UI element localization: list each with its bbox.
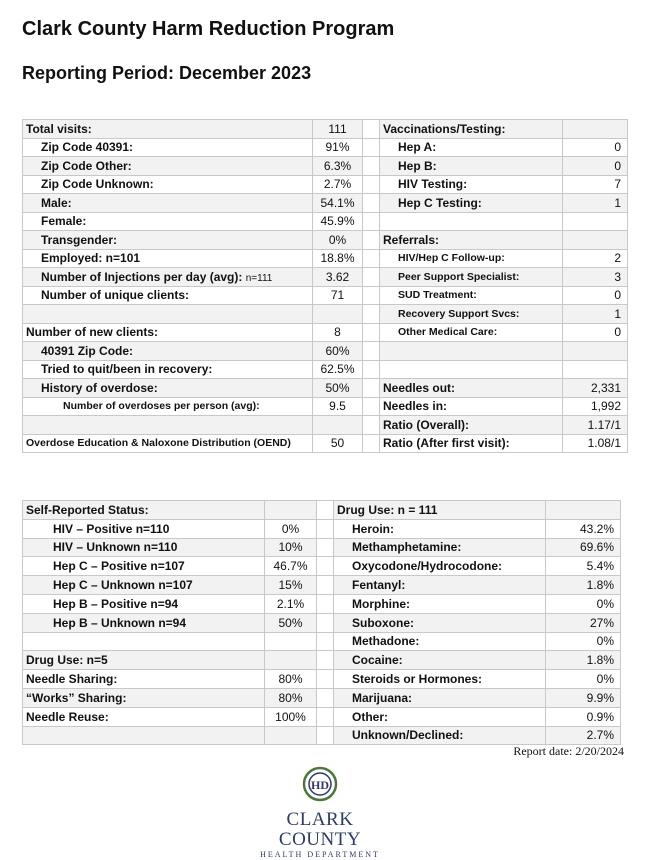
table-row	[23, 501, 621, 520]
table-row	[23, 138, 628, 157]
status-label: Hep B – Positive n=94	[23, 594, 265, 613]
summary-value-right: 2,331	[563, 379, 628, 398]
summary-label-right	[380, 212, 563, 231]
summary-label-right: Recovery Support Svcs:	[380, 305, 563, 324]
table-row	[23, 726, 621, 745]
status-label	[23, 726, 265, 745]
status-label: Needle Sharing:	[23, 670, 265, 689]
drug-label: Methamphetamine:	[334, 538, 546, 557]
summary-label-right: Hep B:	[380, 157, 563, 176]
summary-label-right: Hep C Testing:	[380, 194, 563, 213]
drug-value	[546, 501, 621, 520]
status-label: Hep C – Positive n=107	[23, 557, 265, 576]
column-spacer	[317, 557, 334, 576]
summary-value: 0%	[313, 231, 363, 250]
summary-label	[23, 305, 313, 324]
status-value: 80%	[265, 688, 317, 707]
column-spacer	[317, 519, 334, 538]
summary-value: 9.5	[313, 397, 363, 416]
status-value: 15%	[265, 576, 317, 595]
summary-label: Number of overdoses per person (avg):	[23, 397, 313, 416]
summary-value-right: 1	[563, 305, 628, 324]
table-row	[23, 323, 628, 342]
status-value	[265, 501, 317, 520]
drug-label: Steroids or Hormones:	[334, 670, 546, 689]
summary-label: Total visits:	[23, 120, 313, 139]
summary-label: Number of unique clients:	[23, 286, 313, 305]
summary-value: 111	[313, 120, 363, 139]
drug-value: 5.4%	[546, 557, 621, 576]
summary-label	[23, 416, 313, 435]
drug-label: Fentanyl:	[334, 576, 546, 595]
status-label: HIV – Unknown n=110	[23, 538, 265, 557]
summary-label: History of overdose:	[23, 379, 313, 398]
summary-value: 91%	[313, 138, 363, 157]
summary-table	[22, 119, 628, 453]
column-spacer	[363, 268, 380, 287]
summary-value	[313, 416, 363, 435]
column-spacer	[363, 434, 380, 453]
summary-value-right: 1,992	[563, 397, 628, 416]
table-row	[23, 416, 628, 435]
column-spacer	[317, 651, 334, 670]
drug-label: Cocaine:	[334, 651, 546, 670]
summary-label: Zip Code 40391:	[23, 138, 313, 157]
status-label: Hep B – Unknown n=94	[23, 613, 265, 632]
drug-value: 69.6%	[546, 538, 621, 557]
drug-label: Marijuana:	[334, 688, 546, 707]
summary-value-right: 3	[563, 268, 628, 287]
summary-value: 8	[313, 323, 363, 342]
table-row	[23, 231, 628, 250]
reporting-period: Reporting Period: December 2023	[22, 63, 312, 83]
table-row	[23, 120, 628, 139]
summary-value: 60%	[313, 342, 363, 361]
column-spacer	[317, 632, 334, 651]
summary-value: 71	[313, 286, 363, 305]
table-row	[23, 249, 628, 268]
column-spacer	[363, 323, 380, 342]
summary-label: Zip Code Unknown:	[23, 175, 313, 194]
status-value: 46.7%	[265, 557, 317, 576]
status-drug-use-table	[22, 500, 621, 745]
summary-value: 54.1%	[313, 194, 363, 213]
column-spacer	[363, 138, 380, 157]
summary-value-right: 0	[563, 286, 628, 305]
summary-value-right: 1.17/1	[563, 416, 628, 435]
table-row	[23, 360, 628, 379]
summary-value-right	[563, 231, 628, 250]
summary-value: 3.62	[313, 268, 363, 287]
summary-value-right	[563, 212, 628, 231]
report-date: Report date: 2/20/2024	[513, 744, 624, 758]
column-spacer	[363, 249, 380, 268]
column-spacer	[363, 212, 380, 231]
summary-label-right: Peer Support Specialist:	[380, 268, 563, 287]
summary-value-right: 1.08/1	[563, 434, 628, 453]
summary-value-right: 1	[563, 194, 628, 213]
status-value: 50%	[265, 613, 317, 632]
table-row	[23, 707, 621, 726]
drug-label: Oxycodone/Hydrocodone:	[334, 557, 546, 576]
logo-name: CLARK COUNTY	[278, 809, 362, 850]
column-spacer	[317, 576, 334, 595]
table-row	[23, 342, 628, 361]
summary-label-right: Vaccinations/Testing:	[380, 120, 563, 139]
table-row	[23, 632, 621, 651]
summary-value-right: 0	[563, 323, 628, 342]
column-spacer	[363, 231, 380, 250]
summary-label: 40391 Zip Code:	[23, 342, 313, 361]
table-row	[23, 434, 628, 453]
summary-label: Female:	[23, 212, 313, 231]
summary-label: Tried to quit/been in recovery:	[23, 360, 313, 379]
drug-value: 2.7%	[546, 726, 621, 745]
drug-label: Suboxone:	[334, 613, 546, 632]
summary-label-right: Needles in:	[380, 397, 563, 416]
status-value: 2.1%	[265, 594, 317, 613]
summary-label-right: HIV/Hep C Follow-up:	[380, 249, 563, 268]
summary-label: Zip Code Other:	[23, 157, 313, 176]
sample-size-note: n=111	[245, 272, 273, 284]
table-row	[23, 286, 628, 305]
page-title: Clark County Harm Reduction Program	[22, 18, 395, 40]
summary-label-text: Number of Injections per day (avg):	[41, 269, 243, 284]
column-spacer	[363, 157, 380, 176]
column-spacer	[363, 305, 380, 324]
column-spacer	[363, 194, 380, 213]
status-label	[23, 632, 265, 651]
table-row	[23, 557, 621, 576]
status-value	[265, 651, 317, 670]
column-spacer	[363, 379, 380, 398]
summary-value: 50%	[313, 379, 363, 398]
summary-label: Employed: n=101	[23, 249, 313, 268]
summary-label: Number of new clients:	[23, 323, 313, 342]
summary-value: 62.5%	[313, 360, 363, 379]
summary-label-right: Ratio (After first visit):	[380, 434, 563, 453]
summary-value: 45.9%	[313, 212, 363, 231]
status-label: Needle Reuse:	[23, 707, 265, 726]
summary-label: Transgender:	[23, 231, 313, 250]
drug-value: 0%	[546, 632, 621, 651]
drug-value: 43.2%	[546, 519, 621, 538]
column-spacer	[317, 688, 334, 707]
table-row	[23, 175, 628, 194]
summary-label-right: Needles out:	[380, 379, 563, 398]
summary-label: Male:	[23, 194, 313, 213]
clark-county-health-department-logo	[245, 765, 395, 859]
column-spacer	[317, 613, 334, 632]
table-row	[23, 670, 621, 689]
summary-label	[23, 268, 313, 287]
status-value: 10%	[265, 538, 317, 557]
summary-value-right: 2	[563, 249, 628, 268]
column-spacer	[363, 416, 380, 435]
column-spacer	[363, 175, 380, 194]
column-spacer	[363, 342, 380, 361]
summary-value: 18.8%	[313, 249, 363, 268]
summary-value-right: 7	[563, 175, 628, 194]
summary-value-right	[563, 120, 628, 139]
drug-value: 1.8%	[546, 576, 621, 595]
status-value: 80%	[265, 670, 317, 689]
drug-value: 9.9%	[546, 688, 621, 707]
table-row	[23, 379, 628, 398]
summary-value: 6.3%	[313, 157, 363, 176]
summary-label-right: Referrals:	[380, 231, 563, 250]
summary-label-right: Ratio (Overall):	[380, 416, 563, 435]
summary-label-right: SUD Treatment:	[380, 286, 563, 305]
status-label: Hep C – Unknown n=107	[23, 576, 265, 595]
column-spacer	[317, 594, 334, 613]
summary-value-right	[563, 342, 628, 361]
drug-label: Methadone:	[334, 632, 546, 651]
table-row	[23, 519, 621, 538]
status-label: Drug Use: n=5	[23, 651, 265, 670]
table-row	[23, 268, 628, 287]
summary-value-right: 0	[563, 157, 628, 176]
column-spacer	[317, 501, 334, 520]
summary-value: 2.7%	[313, 175, 363, 194]
summary-label-right: Hep A:	[380, 138, 563, 157]
drug-value: 1.8%	[546, 651, 621, 670]
drug-label: Drug Use: n = 111	[334, 501, 546, 520]
summary-value	[313, 305, 363, 324]
table-row	[23, 305, 628, 324]
summary-label: Overdose Education & Naloxone Distribution (OEND)	[23, 434, 313, 453]
table-row	[23, 651, 621, 670]
table-row	[23, 594, 621, 613]
svg-text:HD: HD	[311, 778, 329, 792]
summary-label-right: HIV Testing:	[380, 175, 563, 194]
status-value: 0%	[265, 519, 317, 538]
table-row	[23, 212, 628, 231]
table-row	[23, 194, 628, 213]
drug-label: Other:	[334, 707, 546, 726]
column-spacer	[317, 538, 334, 557]
column-spacer	[317, 726, 334, 745]
drug-label: Morphine:	[334, 594, 546, 613]
logo-subtitle: HEALTH DEPARTMENT	[260, 850, 380, 859]
table-row	[23, 397, 628, 416]
summary-label-right: Other Medical Care:	[380, 323, 563, 342]
drug-value: 0%	[546, 670, 621, 689]
column-spacer	[363, 286, 380, 305]
drug-label: Heroin:	[334, 519, 546, 538]
column-spacer	[363, 360, 380, 379]
summary-label-right	[380, 360, 563, 379]
drug-value: 27%	[546, 613, 621, 632]
status-value	[265, 632, 317, 651]
summary-label-right	[380, 342, 563, 361]
table-row	[23, 576, 621, 595]
summary-value-right: 0	[563, 138, 628, 157]
status-label: Self-Reported Status:	[23, 501, 265, 520]
column-spacer	[317, 670, 334, 689]
drug-value: 0%	[546, 594, 621, 613]
drug-label: Unknown/Declined:	[334, 726, 546, 745]
table-row	[23, 157, 628, 176]
summary-value-right	[563, 360, 628, 379]
table-row	[23, 688, 621, 707]
status-label: “Works” Sharing:	[23, 688, 265, 707]
column-spacer	[363, 397, 380, 416]
status-label: HIV – Positive n=110	[23, 519, 265, 538]
drug-value: 0.9%	[546, 707, 621, 726]
health-department-seal-icon	[300, 765, 340, 803]
status-value	[265, 726, 317, 745]
column-spacer	[363, 120, 380, 139]
column-spacer	[317, 707, 334, 726]
table-row	[23, 538, 621, 557]
summary-value: 50	[313, 434, 363, 453]
table-row	[23, 613, 621, 632]
status-value: 100%	[265, 707, 317, 726]
